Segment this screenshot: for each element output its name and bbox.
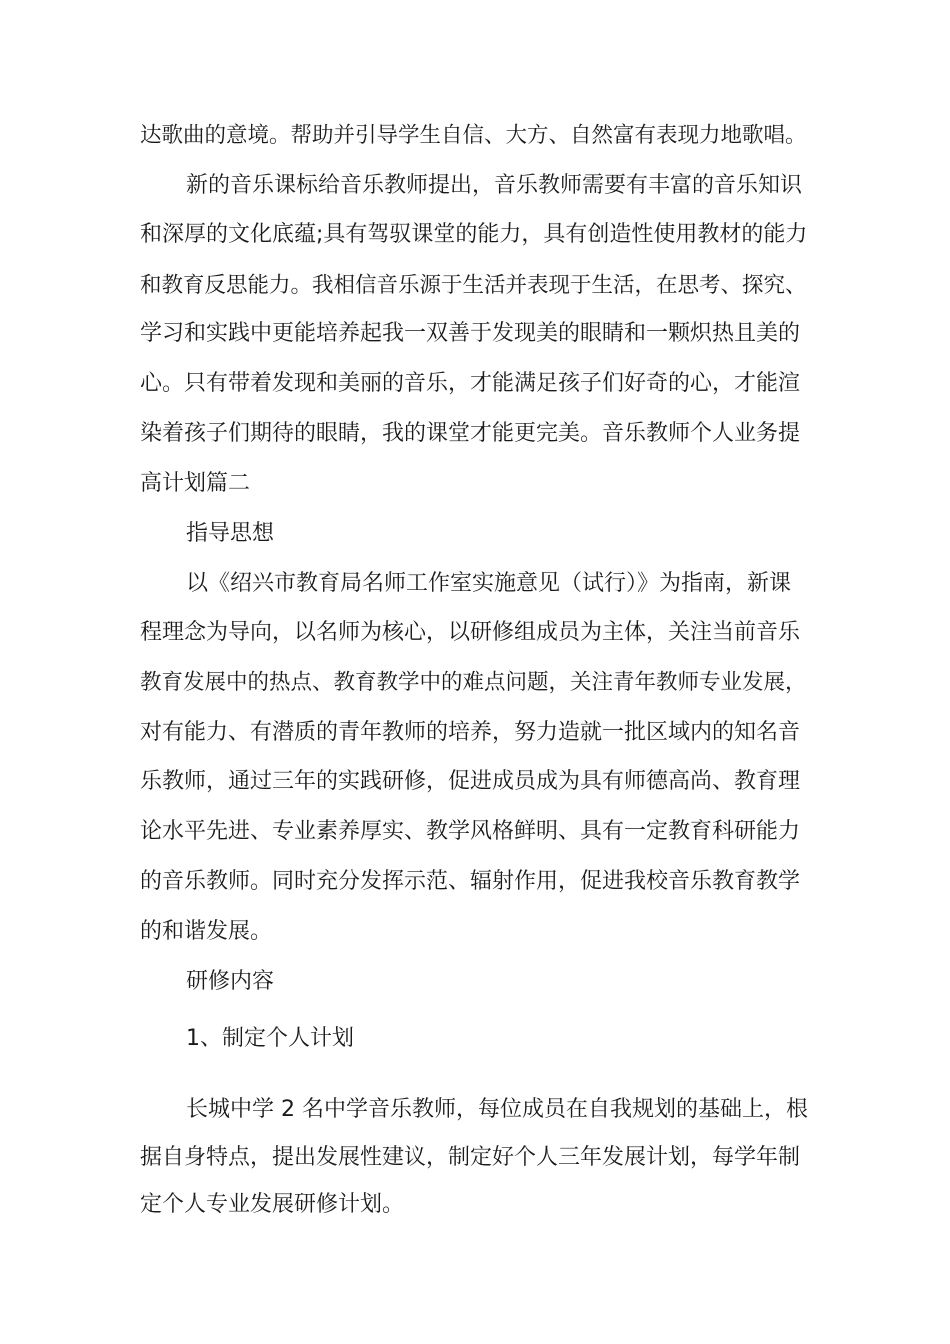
- text-line: 染着孩子们期待的眼睛，我的课堂才能更完美。音乐教师个人业务提: [140, 421, 801, 446]
- text-line: 的和谐发展。: [140, 919, 273, 944]
- text-line: 教育发展中的热点、教育教学中的难点问题，关注青年教师专业发展，: [140, 670, 807, 695]
- section-heading: 研修内容: [186, 969, 275, 994]
- text-line: 程理念为导向，以名师为核心，以研修组成员为主体，关注当前音乐: [140, 620, 801, 645]
- text-line: 对有能力、有潜质的青年教师的培养，努力造就一批区域内的知名音: [140, 720, 801, 745]
- subsection-heading: 1、制定个人计划: [186, 1026, 354, 1051]
- text-line: 高计划篇二: [140, 471, 251, 496]
- text-line: 论水平先进、专业素养厚实、教学风格鲜明、具有一定教育科研能力: [140, 819, 801, 844]
- text-line: 心。只有带着发现和美丽的音乐，才能满足孩子们好奇的心，才能渲: [140, 371, 801, 396]
- text-line: 达歌曲的意境。帮助并引导学生自信、大方、自然富有表现力地歌唱。: [140, 123, 807, 148]
- text-line: 定个人专业发展研修计划。: [140, 1192, 405, 1217]
- text-line: 据自身特点，提出发展性建议，制定好个人三年发展计划，每学年制: [140, 1145, 801, 1170]
- section-heading: 指导思想: [186, 521, 275, 546]
- text-line: 的音乐教师。同时充分发挥示范、辐射作用，促进我校音乐教育教学: [140, 869, 801, 894]
- text-line: 以《绍兴市教育局名师工作室实施意见（试行）》为指南，新课: [186, 571, 792, 596]
- text-line: 和深厚的文化底蕴;具有驾驭课堂的能力，具有创造性使用教材的能力: [140, 222, 808, 247]
- text-line: 和教育反思能力。我相信音乐源于生活并表现于生活，在思考、探究、: [140, 273, 807, 298]
- text-line: 新的音乐课标给音乐教师提出，音乐教师需要有丰富的音乐知识: [186, 173, 803, 198]
- text-line: 学习和实践中更能培养起我一双善于发现美的眼睛和一颗炽热且美的: [140, 321, 801, 346]
- text-line: 长城中学 2 名中学音乐教师，每位成员在自我规划的基础上，根: [186, 1097, 808, 1122]
- text-line: 乐教师，通过三年的实践研修，促进成员成为具有师德高尚、教育理: [140, 769, 801, 794]
